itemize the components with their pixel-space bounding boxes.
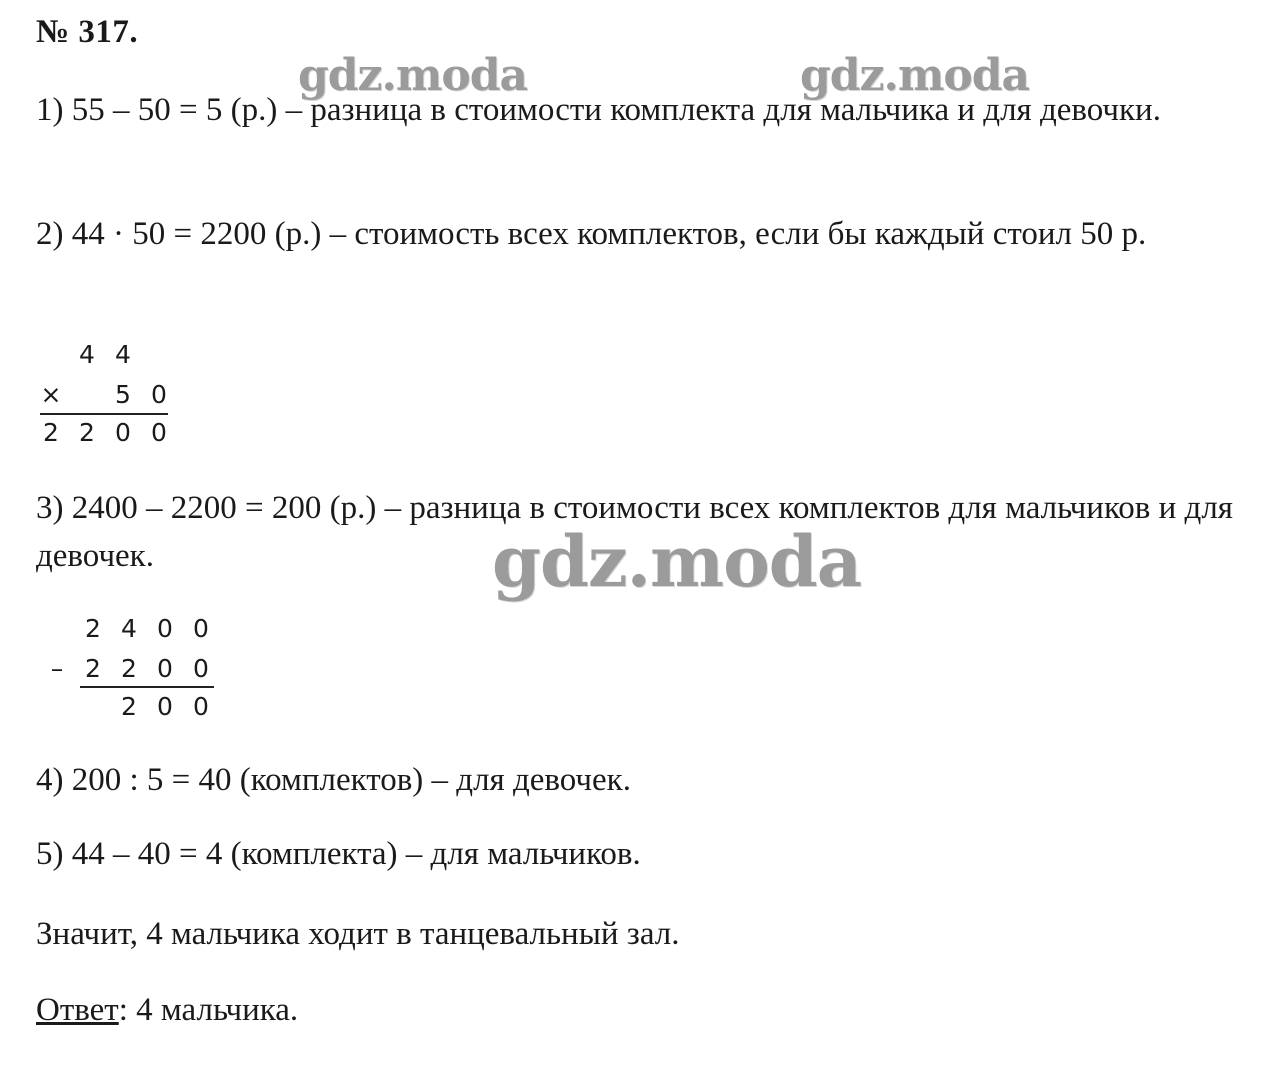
result-rule — [40, 413, 168, 415]
subtraction-bottom-row — [36, 654, 236, 684]
step-5: 5) 44 – 40 = 4 (комплекта) – для мальчиков. — [36, 836, 641, 872]
answer-line — [36, 986, 1236, 1034]
digit: 4 — [115, 340, 131, 369]
digit: 2 — [85, 654, 101, 683]
minus-operator: – — [50, 654, 64, 683]
watermark-logo: gdz.moda — [492, 520, 862, 603]
step-2: 2) 44 · 50 = 2200 (р.) – стоимость всех комплектов, если бы каждый стоил 50 р. — [36, 216, 1147, 252]
digit: 4 — [79, 340, 95, 369]
digit: 0 — [193, 654, 209, 683]
digit: 2 — [121, 654, 137, 683]
digit: 0 — [157, 654, 173, 683]
watermark-logo: gdz.moda — [298, 50, 528, 101]
digit: 2 — [121, 692, 137, 721]
step-3: 3) 2400 – 2200 = 200 (р.) – разница в стоимости всех комплектов для мальчиков и для девочек. — [36, 490, 1233, 574]
column-subtraction — [36, 614, 236, 734]
digit: 2 — [79, 418, 95, 447]
digit: 5 — [115, 380, 131, 409]
multiplication-bottom-row — [36, 380, 236, 410]
multiplication-top-row — [36, 340, 236, 370]
digit: 2 — [85, 614, 101, 643]
conclusion: Значит, 4 мальчика ходит в танцевальный зал. — [36, 916, 680, 952]
answer-text: : 4 мальчика. — [118, 992, 299, 1028]
digit: 0 — [193, 692, 209, 721]
subtraction-top-row — [36, 614, 236, 644]
answer-label: Ответ — [36, 992, 119, 1028]
subtraction-result-row — [36, 692, 236, 722]
digit: 0 — [151, 380, 167, 409]
step-4: 4) 200 : 5 = 40 (комплектов) – для девочек. — [36, 762, 631, 798]
step-1: 1) 55 – 50 = 5 (р.) – разница в стоимости комплекта для мальчика и для девочки. — [36, 92, 1161, 128]
digit: 0 — [157, 692, 173, 721]
column-multiplication — [36, 340, 186, 460]
watermark-logo: gdz.moda — [800, 50, 1030, 101]
digit: 0 — [157, 614, 173, 643]
multiplication-result-row — [36, 418, 236, 448]
result-rule — [80, 686, 214, 688]
multiply-operator: × — [40, 380, 62, 409]
digit: 0 — [115, 418, 131, 447]
digit: 0 — [193, 614, 209, 643]
digit: 0 — [151, 418, 167, 447]
digit: 2 — [43, 418, 59, 447]
problem-number: № 317. — [36, 14, 139, 50]
digit: 4 — [121, 614, 137, 643]
